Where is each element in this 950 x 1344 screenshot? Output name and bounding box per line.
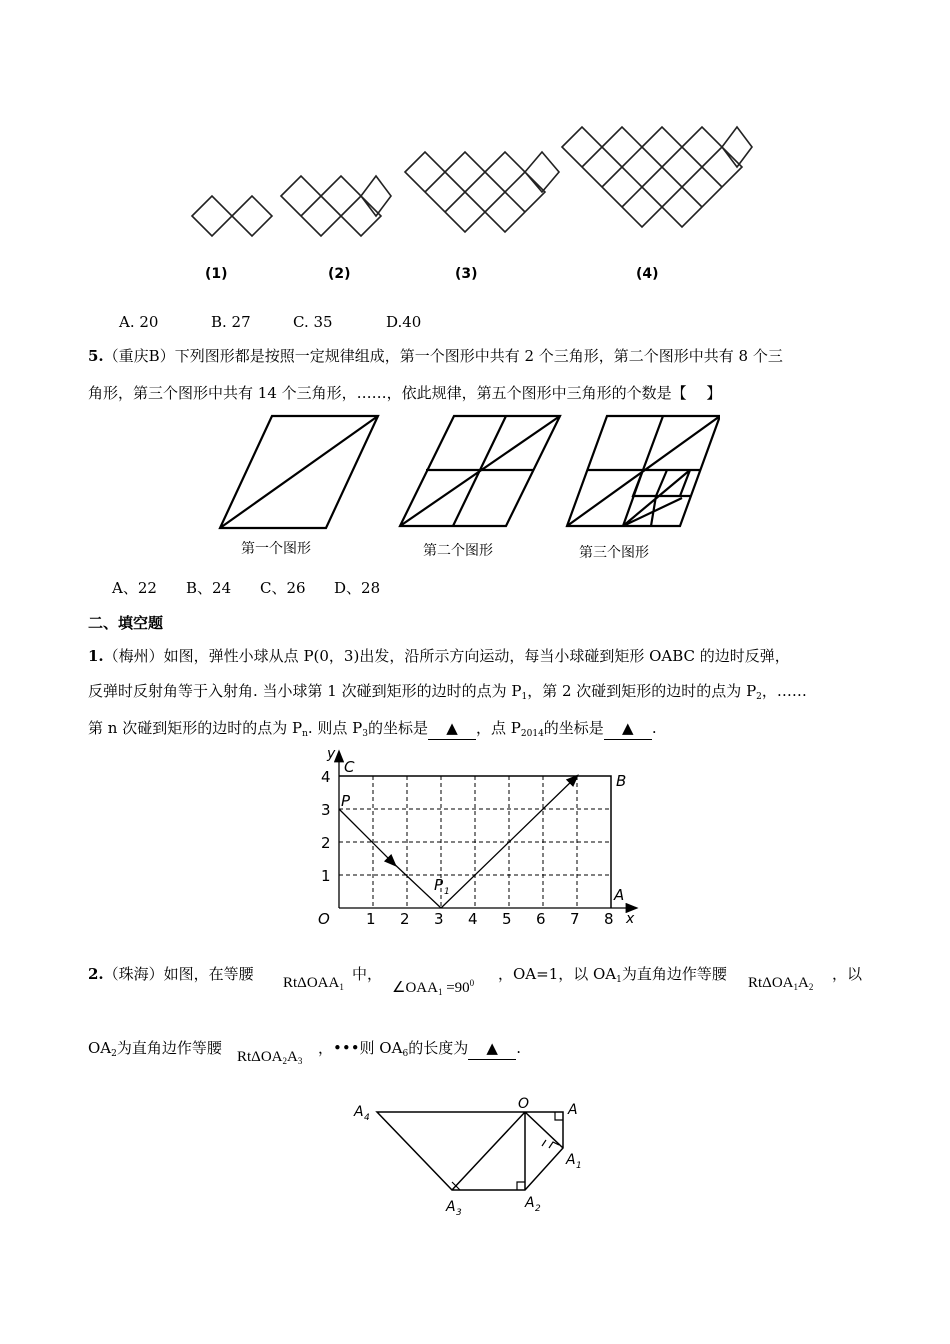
f2-blank[interactable]: ▲ [468, 1037, 516, 1060]
f2-rt3-sub2: 3 [297, 1056, 303, 1066]
q4-fig2-shape [281, 176, 391, 236]
q5-fig3 [567, 416, 720, 526]
f1-sub1: 1 [521, 692, 528, 702]
q5-option-a[interactable]: A、22 [112, 579, 157, 597]
q4-fig2-label: (2) [328, 266, 351, 282]
f2-rt2-mid: A [797, 975, 809, 991]
f1-xtick-1: 1 [366, 910, 376, 928]
f1-blank-p2014[interactable]: ▲ [604, 717, 652, 740]
q4-fig4-label: (4) [636, 266, 659, 282]
q5-line2: 角形，第三个图形中共有 14 个三角形，……，依此规律，第五个图形中三角形的个数是【 】 [88, 384, 722, 402]
f2-label-a4: A [354, 1104, 364, 1120]
f1-point-b: B [616, 772, 627, 790]
f1-point-p1: P [434, 876, 444, 894]
f2-text3a: ，OA=1，以 OA [498, 965, 617, 983]
f2-text4: 为直角边作等腰 [621, 965, 727, 983]
f1-text3e: 的坐标是 [543, 719, 604, 737]
f2-rt2-sub2: 2 [808, 982, 814, 992]
f2-angle-text: ∠OAA [392, 980, 438, 996]
f1-sub2014: 2014 [520, 729, 544, 739]
f2-label-a4-sub: 4 [364, 1113, 370, 1123]
f1-text2b: ，第 2 次碰到矩形的边时的点为 P [527, 682, 757, 700]
f1-xtick-2: 2 [400, 910, 410, 928]
f1-xtick-7: 7 [570, 910, 580, 928]
f1-ytick-1: 1 [321, 867, 331, 885]
f2-oa6-sub: 6 [402, 1049, 409, 1059]
f1-xtick-4: 4 [468, 910, 478, 928]
f1-ytick-2: 2 [321, 834, 331, 852]
q4-option-d[interactable]: D.40 [386, 313, 422, 331]
f1-text3b: . 则点 P [307, 719, 363, 737]
f1-xtick-6: 6 [536, 910, 546, 928]
f2-line2a [88, 1037, 222, 1065]
f1-sub3: 3 [362, 729, 368, 739]
f2-angle-val: =90 [442, 980, 470, 996]
f1-sub2: 2 [756, 692, 762, 702]
f2-oa2-sub: 2 [111, 1049, 117, 1059]
f2-triangles [377, 1112, 563, 1190]
f1-point-p: P [341, 792, 351, 810]
q5-fig1 [220, 416, 378, 528]
f2-angle-sub: 1 [437, 987, 443, 997]
f1-text1: （梅州）如图，弹性小球从点 P(0，3)出发，沿所示方向运动，每当小球碰到矩形 OABC 的边时反弹， [103, 647, 790, 665]
f2-text5: ，以 [832, 965, 863, 983]
q5-caption-3: 第三个图形 [579, 545, 649, 561]
f1-y-label: y [327, 746, 336, 762]
f1-text3f: . [651, 719, 657, 737]
f1-origin-label: O [318, 910, 330, 928]
q4-option-a[interactable]: A. 20 [119, 313, 159, 331]
f1-number: 1. [88, 647, 104, 665]
f2-text2: 中， [352, 965, 383, 983]
f1-text3c: 的坐标是 [368, 719, 429, 737]
f1-text3a: 第 n 次碰到矩形的边时的点为 P [88, 719, 303, 737]
f2-angle-sup: 0 [469, 978, 475, 988]
f1-xtick-5: 5 [502, 910, 512, 928]
q4-fig4-shape [562, 127, 752, 227]
f1-point-p1-sub: 1 [444, 887, 450, 897]
f2-label-a1: A [566, 1152, 576, 1168]
f2-rt1 [283, 972, 344, 998]
f2-text3 [498, 963, 727, 991]
q4-figures [180, 120, 780, 295]
f2-line2c [318, 1037, 521, 1065]
f2-label-a2: A [525, 1195, 535, 1211]
f2-rt2 [748, 972, 813, 998]
q5-text1: （重庆B）下列图形都是按照一定规律组成，第一个图形中共有 2 个三角形，第二个图形中共有 8 个三 [103, 347, 783, 365]
q5-figures [210, 410, 720, 535]
f1-text2a: 反弹时反射角等于入射角. 当小球第 1 次碰到矩形的边时的点为 P [88, 682, 522, 700]
q5-caption-1: 第一个图形 [241, 541, 311, 557]
q4-fig3-label: (3) [455, 266, 478, 282]
f1-x-label: x [626, 911, 635, 927]
q5-fig2 [400, 416, 560, 526]
q4-fig3-shape [405, 152, 559, 232]
f2-angle [392, 972, 474, 1003]
f1-ytick-3: 3 [321, 801, 331, 819]
f2-oa2: OA [88, 1039, 112, 1057]
f2-figure [350, 1090, 600, 1220]
q4-option-c[interactable]: C. 35 [293, 313, 333, 331]
f1-point-a: A [614, 886, 625, 904]
f2-label-a3: A [446, 1199, 456, 1215]
f1-text3d: ，点 P [476, 719, 521, 737]
f1-xtick-3: 3 [434, 910, 444, 928]
f1-xtick-8: 8 [604, 910, 614, 928]
f2-text-line2b: 为直角边作等腰 [116, 1039, 222, 1057]
f2-right-angle-marks [452, 1112, 563, 1190]
f2-text-line2e: . [516, 1039, 521, 1057]
f2-rt2-sub1: 1 [793, 982, 798, 992]
f2-label-a: A [568, 1102, 578, 1118]
f1-subn: n [302, 729, 308, 739]
q5-line1 [88, 345, 783, 367]
f2-rt3-text: RtΔOA [237, 1049, 283, 1065]
q4-fig1-shape [192, 196, 272, 236]
f2-line1 [88, 963, 254, 985]
f1-graph [300, 740, 650, 935]
q5-number: 5. [88, 347, 104, 365]
f1-text2c: ，…… [761, 682, 807, 700]
f2-rt3-sub1: 2 [282, 1056, 287, 1066]
f2-rt3 [237, 1046, 302, 1072]
f1-path-seg1 [339, 809, 395, 865]
f2-label-a2-sub: 2 [535, 1204, 541, 1214]
f2-text1: （珠海）如图，在等腰 [103, 965, 254, 983]
q5-option-d[interactable]: D、28 [334, 579, 381, 597]
section-title: 二、填空题 [88, 614, 164, 632]
f2-oa1-sub: 1 [616, 975, 622, 985]
q4-fig1-label: (1) [205, 266, 228, 282]
f2-rt1-sub: 1 [339, 982, 344, 992]
q5-option-b[interactable]: B、24 [186, 579, 232, 597]
f2-rt3-mid: A [286, 1049, 298, 1065]
f1-point-c: C [344, 758, 355, 776]
f2-label-a3-sub: 3 [456, 1208, 462, 1218]
f1-blank-p3[interactable]: ▲ [428, 717, 476, 740]
f2-rt1-text: RtΔOAA [283, 975, 340, 991]
f2-label-o: O [518, 1096, 530, 1112]
f2-rt2-text: RtΔOA [748, 975, 794, 991]
q4-option-b[interactable]: B. 27 [211, 313, 251, 331]
f1-line1 [88, 645, 790, 667]
q5-option-c[interactable]: C、26 [260, 579, 306, 597]
f1-ytick-4: 4 [321, 768, 331, 786]
f2-text-line2c: ，•••则 OA [318, 1039, 403, 1057]
f1-line2 [88, 680, 807, 708]
f2-text-line2d: 的长度为 [408, 1039, 469, 1057]
q5-caption-2: 第二个图形 [423, 543, 493, 559]
f2-number: 2. [88, 965, 104, 983]
f2-label-a1-sub: 1 [576, 1161, 582, 1171]
